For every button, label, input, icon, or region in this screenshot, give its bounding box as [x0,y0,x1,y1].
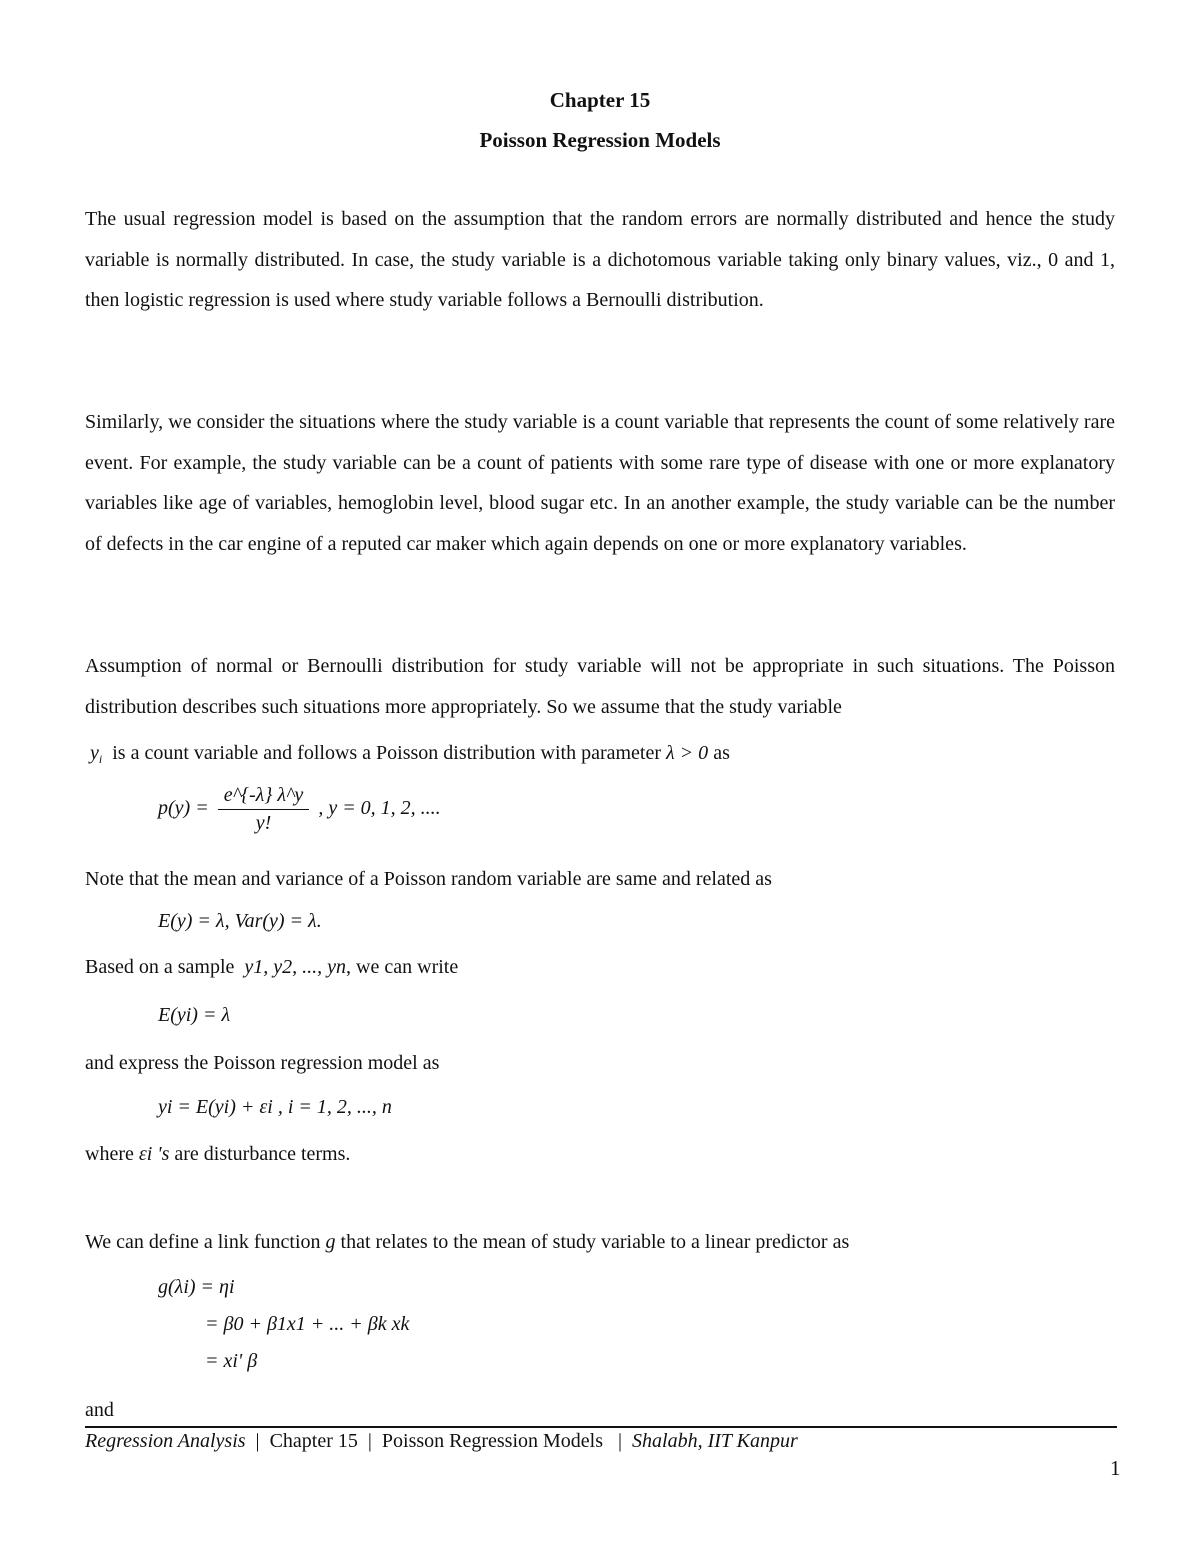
pmf-numerator: e^{-λ} λ^y [218,784,310,810]
sample-line [85,956,458,979]
pmf-equation [158,784,441,835]
yi-line: $y_i$ is a count variable and follows a Poisson distribution with parameter λ > 0 as [85,742,730,766]
footer-sep-2: | [367,1430,372,1452]
pmf-rhs: , y = 0, 1, 2, .... [318,797,441,820]
paragraph-1: The usual regression model is based on the assumption that the random errors are normally distributed and hence the study variable is normally distributed. In case, the study variable is a dichotomous variable taking only binary values, viz., 0 and 1, then logistic regression is used where study variable follows a Bernoulli distribution. [85,208,1115,311]
footer [85,1430,798,1453]
sample-values: y1, y2, ..., yn [244,956,347,978]
footer-sep-1: | [255,1430,260,1452]
express-line: and express the Poisson regression model as [85,1052,440,1074]
mean-variance-equation: E(y) = λ, Var(y) = λ. [158,910,322,932]
expectation-equation: E(yi) = λ [158,1004,231,1026]
footer-author: Shalabh, IIT Kanpur [632,1430,798,1452]
epsilon-term: εi 's [138,1143,170,1165]
pmf-lhs: p(y) = [158,797,209,820]
footer-sep-3: | [618,1430,623,1452]
link-g: g [325,1231,336,1253]
link-equation-2: = β0 + β1x1 + ... + βk xk [205,1313,410,1335]
footer-chapter: Chapter 15 [269,1430,358,1452]
chapter-heading: Chapter 15 [549,88,651,112]
link-equation-1: g(λi) = ηi [158,1276,235,1298]
paragraph-2: Similarly, we consider the situations where the study variable is a count variable that represents the count of some relatively rare event. For example, the study variable can be a count of patients with some rare type of disease with one or more explanatory variables like age of variables, hemoglobin level, blood sugar etc. In an another example, the study variable can be the number of defects in the car engine of a reputed car maker which again depends on one or more explanatory variables. [85,411,1115,555]
model-equation: yi = E(yi) + εi , i = 1, 2, ..., n [158,1096,392,1118]
link-line [85,1231,849,1254]
link-suffix: that relates to the mean of study variable to a linear predictor as [340,1231,850,1253]
lambda-condition: λ > 0 [666,742,709,764]
and-line: and [85,1399,114,1421]
link-equation-3: = xi' β [205,1350,258,1372]
page-number: 1 [1110,1456,1121,1480]
sample-prefix: Based on a sample [85,956,235,978]
paragraph-3: Assumption of normal or Bernoulli distribution for study variable will not be appropriate in such situations. The Poisson distribution describes such situations more appropriately. So we assume that the study variable [85,655,1115,718]
where-line [85,1143,350,1166]
sample-suffix: , we can write [346,956,459,978]
note-line: Note that the mean and variance of a Poisson random variable are same and related as [85,868,772,890]
chapter-title: Poisson Regression Models [479,128,721,152]
yi-line-text: is a count variable and follows a Poisson distribution with parameter [112,742,662,764]
footer-book: Regression Analysis [85,1430,246,1452]
footer-rule [85,1426,1117,1428]
where-prefix: where [85,1143,134,1165]
pmf-fraction [218,784,310,835]
footer-topic: Poisson Regression Models [381,1430,604,1452]
pmf-denominator: y! [255,812,272,834]
where-suffix: are disturbance terms. [174,1143,351,1165]
yi-line-end: as [713,742,730,764]
link-prefix: We can define a link function [85,1231,321,1253]
